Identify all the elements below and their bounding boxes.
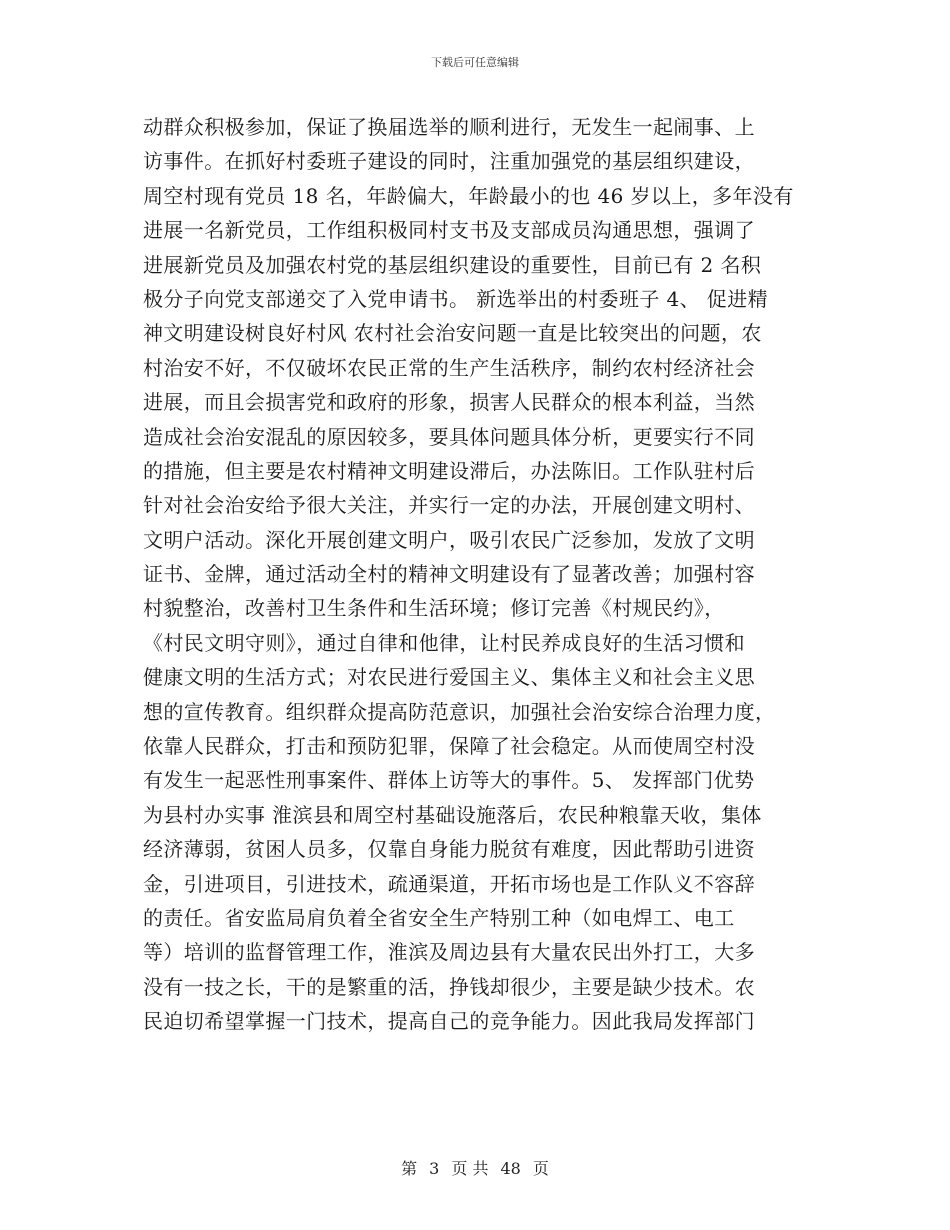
body-text [143, 110, 813, 1039]
footer-prefix: 第 [401, 1159, 418, 1178]
footer-middle: 页 共 [451, 1159, 489, 1178]
text-line: 神文明建设树良好村风 农村社会治安问题一直是比较突出的问题，农 [143, 321, 762, 346]
text-line: 周空村现有党员 18 名，年龄偏大，年龄最小的也 46 岁以上，多年没有 [143, 183, 794, 208]
text-line: 证书、金牌，通过活动全村的精神文明建设有了显著改善；加强村容 [143, 562, 755, 587]
text-line: 的责任。省安监局肩负着全省安全生产特别工种（如电焊工、电工 [143, 905, 735, 930]
text-line: 健康文明的生活方式；对农民进行爱国主义、集体主义和社会主义思 [143, 665, 755, 690]
page-header: 下载后可任意编辑 [431, 56, 519, 69]
text-line: 想的宣传教育。组织群众提高防范意识，加强社会治安综合治理力度， [143, 699, 776, 724]
text-line: 为县村办实事 淮滨县和周空村基础设施落后，农民种粮靠天收，集体 [143, 802, 762, 827]
text-line: 的措施，但主要是农村精神文明建设滞后，办法陈旧。工作队驻村后 [143, 458, 755, 483]
text-line: 依靠人民群众，打击和预防犯罪，保障了社会稳定。从而使周空村没 [143, 734, 755, 759]
text-line: 针对社会治安给予很大关注，并实行一定的办法，开展创建文明村、 [143, 493, 755, 518]
total-page-count: 48 [500, 1159, 521, 1178]
text-line: 有发生一起恶性刑事案件、群体上访等大的事件。5、 发挥部门优势 [143, 768, 755, 793]
text-line: 《村民文明守则》，通过自律和他律，让村民养成良好的生活习惯和 [143, 630, 745, 655]
text-line: 动群众积极参加，保证了换届选举的顺利进行，无发生一起闹事、上 [143, 115, 755, 139]
text-line: 文明户活动。深化开展创建文明户，吸引农民广泛参加，发放了文明 [143, 527, 755, 552]
text-line: 没有一技之长，干的是繁重的活，挣钱却很少，主要是缺少技术。农 [143, 974, 755, 999]
text-line: 经济薄弱，贫困人员多，仅靠自身能力脱贫有难度，因此帮助引进资 [143, 837, 755, 862]
text-line: 进展，而且会损害党和政府的形象，损害人民群众的根本利益，当然 [143, 390, 755, 415]
text-line: 进展新党员及加强农村党的基层组织建设的重要性，目前已有 2 名积 [143, 252, 762, 277]
text-line: 民迫切希望掌握一门技术，提高自己的竞争能力。因此我局发挥部门 [143, 1009, 755, 1034]
text-line: 访事件。在抓好村委班子建设的同时，注重加强党的基层组织建设， [143, 149, 755, 174]
text-line: 村治安不好，不仅破坏农民正常的生产生活秩序，制约农村经济社会 [143, 355, 755, 380]
text-line: 极分子向党支部递交了入党申请书。 新选举出的村委班子 4、 促进精 [143, 286, 768, 311]
text-line: 造成社会治安混乱的原因较多，要具体问题具体分析，更要实行不同 [143, 424, 755, 449]
text-line: 村貌整治，改善村卫生条件和生活环境；修订完善《村规民约》， [143, 596, 725, 621]
footer-suffix: 页 [532, 1159, 549, 1178]
current-page-number: 3 [429, 1159, 440, 1178]
text-line: 等）培训的监督管理工作，淮滨及周边县有大量农民出外打工，大多 [143, 940, 755, 965]
page-footer [0, 1156, 950, 1179]
text-line: 进展一名新党员，工作组积极同村支书及支部成员沟通思想，强调了 [143, 218, 755, 243]
text-line: 金，引进项目，引进技术，疏通渠道，开拓市场也是工作队义不容辞 [143, 871, 755, 896]
